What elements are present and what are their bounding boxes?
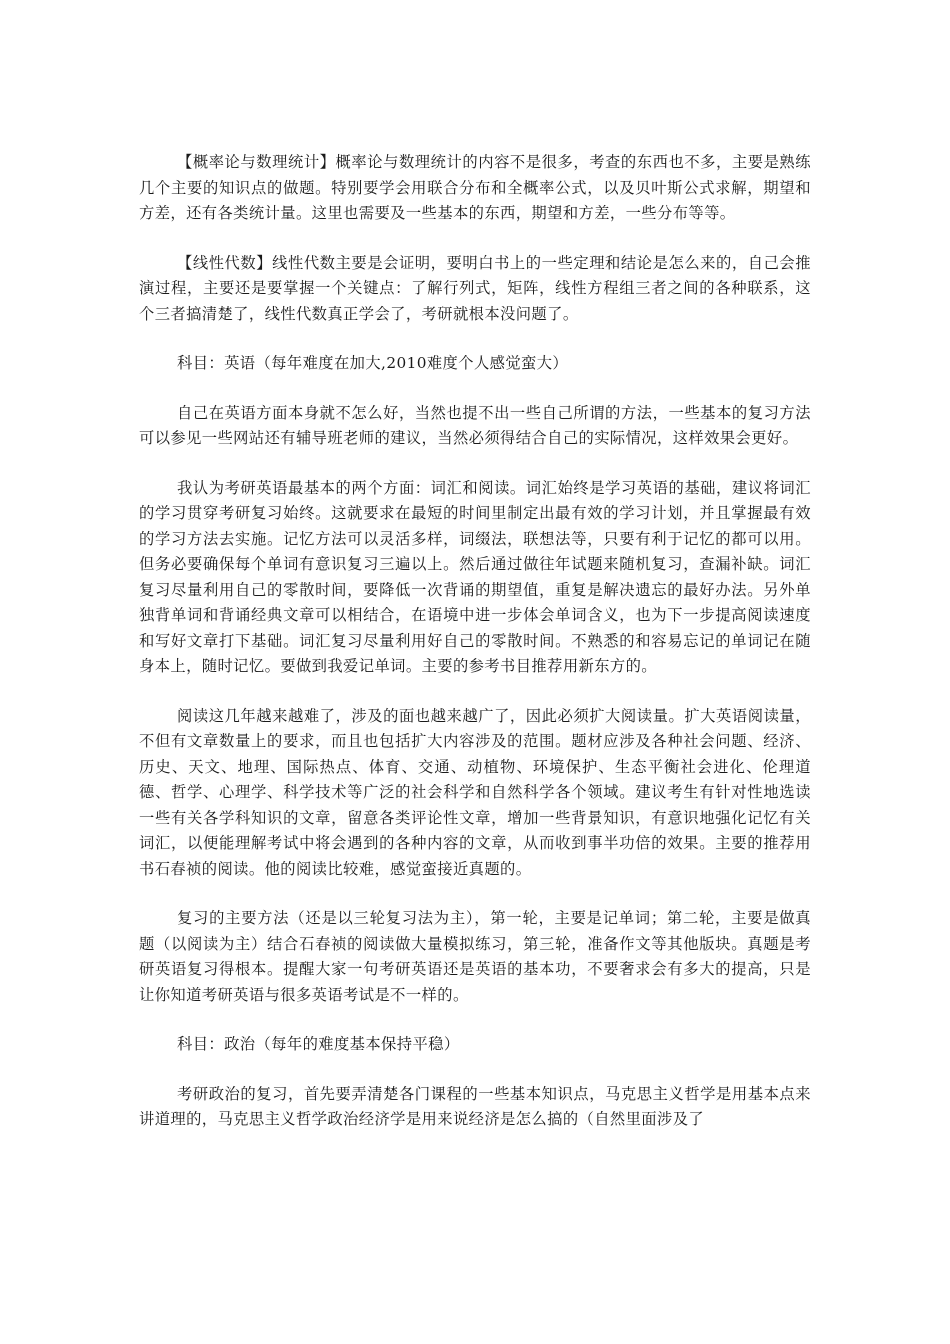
paragraph-english-intro: 自己在英语方面本身就不怎么好，当然也提不出一些自己所谓的方法，一些基本的复习方法可以参见一些网站还有辅导班老师的建议，当然必须得结合自己的实际情况，这样效果会更好。 [139, 403, 811, 447]
paragraph-english-reading: 阅读这几年越来越难了，涉及的面也越来越广了，因此必须扩大阅读量。扩大英语阅读量，不但有文章数量上的要求，而且也包括扩大内容涉及的范围。题材应涉及各种社会问题、经济、历史、天文、地理、国际热点、体育、交通、动植物、环境保护、生态平衡社会进化、伦理道德、哲学、心理学、科学技术等广泛的社会科学和自然科学各个领域。建议考生有针对性地选读一些有关各学科知识的文章，留意各类评论性文章，增加一些背景知识，有意识地强化记忆有关词汇，以便能理解考试中将会遇到的各种内容的文章，从而收到事半功倍的效果。主要的推荐用书石春祯的阅读。他的阅读比较难，感觉蛮接近真题的。 [139, 706, 811, 878]
subject-heading-politics: 科目：政治（每年的难度基本保持平稳） [177, 1035, 460, 1053]
document-page [139, 150, 811, 1157]
subject-heading-english: 科目：英语（每年难度在加大,2010难度个人感觉蛮大） [177, 354, 569, 372]
paragraph-english-vocabulary: 我认为考研英语最基本的两个方面：词汇和阅读。词汇始终是学习英语的基础，建议将词汇的学习贯穿考研复习始终。这就要求在最短的时间里制定出最有效的学习计划，并且掌握最有效的学习方法去实施。记忆方法可以灵活多样，词缀法，联想法等，只要有利于记忆的都可以用。但务必要确保每个单词有意识复习三遍以上。然后通过做往年试题来随机复习，查漏补缺。词汇复习尽量利用自己的零散时间，要降低一次背诵的期望值，重复是解决遗忘的最好办法。另外单独背单词和背诵经典文章可以相结合，在语境中进一步体会单词含义，也为下一步提高阅读速度和写好文章打下基础。词汇复习尽量利用好自己的零散时间。不熟悉的和容易忘记的单词记在随身本上，随时记忆。要做到我爱记单词。主要的参考书目推荐用新东方的。 [139, 478, 811, 675]
paragraph-english-review-method: 复习的主要方法（还是以三轮复习法为主），第一轮，主要是记单词；第二轮，主要是做真题（以阅读为主）结合石春祯的阅读做大量模拟练习，第三轮，准备作文等其他版块。真题是考研英语复习得根本。提醒大家一句考研英语还是英语的基本功，不要奢求会有多大的提高，只是让你知道考研英语与很多英语考试是不一样的。 [139, 909, 811, 1004]
paragraph-linear-algebra: 【线性代数】线性代数主要是会证明，要明白书上的一些定理和结论是怎么来的，自己会推演过程，主要还是要掌握一个关键点：了解行列式，矩阵，线性方程组三者之间的各种联系，这个三者搞清楚了，线性代数真正学会了，考研就根本没问题了。 [139, 253, 811, 323]
paragraph-probability-statistics: 【概率论与数理统计】概率论与数理统计的内容不是很多，考查的东西也不多，主要是熟练几个主要的知识点的做题。特别要学会用联合分布和全概率公式，以及贝叶斯公式求解，期望和方差，还有各类统计量。这里也需要及一些基本的东西，期望和方差，一些分布等等。 [139, 153, 811, 222]
paragraph-politics-intro: 考研政治的复习，首先要弄清楚各门课程的一些基本知识点，马克思主义哲学是用基本点来讲道理的，马克思主义哲学政治经济学是用来说经济是怎么搞的（自然里面涉及了 [139, 1084, 811, 1128]
